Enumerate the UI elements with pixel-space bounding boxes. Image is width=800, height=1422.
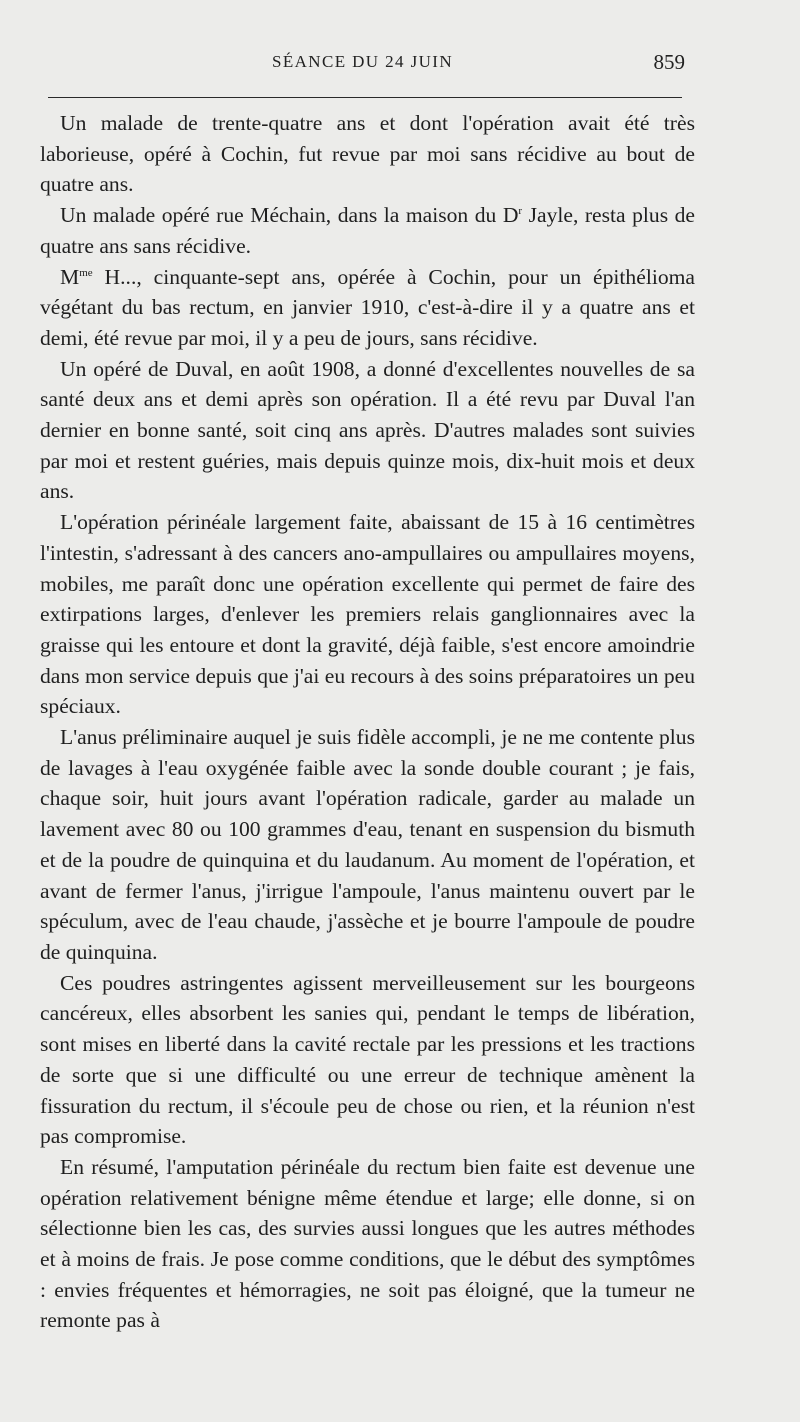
paragraph-4: Un opéré de Duval, en août 1908, a donné d'excellentes nouvelles de sa santé deux ans et demi après son opération. Il a été revu par Duval l'an dernier en bonne santé, soit cinq ans après. D'autres malades sont suivies par moi et restent guéries, mais depuis quinze mois, dix-huit mois et deux ans. xyxy=(40,356,695,504)
page-header xyxy=(40,52,685,80)
paragraph-3-after: H..., cinquante-sept ans, opérée à Cochin, pour un épithélioma végétant du bas rectum, en janvier 1910, c'est-à-dire il y a quatre ans et demi, été revue par moi, il y a peu de jours, sans récidive. xyxy=(40,264,695,350)
paragraph-1: Un malade de trente-quatre ans et dont l'opération avait été très laborieuse, opéré à Cochin, fut revue par moi sans récidive au bout de quatre ans. xyxy=(40,111,695,197)
paragraph-3-before: M xyxy=(60,264,80,289)
paragraph-2 xyxy=(40,200,695,261)
page-number: 859 xyxy=(653,50,685,74)
superscript-madame: me xyxy=(79,266,93,279)
superscript-doctor: r xyxy=(518,205,523,218)
paragraph-8: En résumé, l'amputation périnéale du rectum bien faite est devenue une opération relativement bénigne même étendue et large; elle donne, si on sélectionne bien les cas, des survies aussi longues que les autres méthodes et à moins de frais. Je pose comme conditions, que le début des symptômes : envies fréquentes et hémorragies, ne soit pas éloigné, que la tumeur ne remonte pas à xyxy=(40,1154,695,1333)
paragraph-5: L'opération périnéale largement faite, abaissant de 15 à 16 centimètres l'intestin, s'adressant à des cancers ano-ampullaires ou ampullaires moyens, mobiles, me paraît donc une opération excellente qui permet de faire des extirpations larges, d'enlever les premiers relais ganglionnaires avec la graisse qui les entoure et dont la gravité, déjà faible, s'est encore amoindrie dans mon service depuis que j'ai eu recours à des soins préparatoires un peu spéciaux. xyxy=(40,510,695,719)
paragraph-2-after: Jayle, resta plus de quatre ans sans récidive. xyxy=(40,203,695,258)
header-rule xyxy=(48,97,682,98)
paragraph-3 xyxy=(40,262,695,354)
paragraph-7: Ces poudres astringentes agissent merveilleusement sur les bourgeons cancéreux, elles absorbent les sanies qui, pendant le temps de libération, sont mises en liberté dans la cavité rectale par les pressions et les tractions de sorte que si une difficulté ou une erreur de technique amènent la fissuration du rectum, il s'écoule peu de chose ou rien, et la réunion n'est pas compromise. xyxy=(40,970,695,1149)
running-title: SÉANCE DU 24 JUIN xyxy=(271,52,454,71)
paragraph-6: L'anus préliminaire auquel je suis fidèle accompli, je ne me contente plus de lavages à l'eau oxygénée faible avec la sonde double courant ; je fais, chaque soir, huit jours avant l'opération radicale, garder au malade un lavement avec 80 ou 100 grammes d'eau, tenant en suspension du bismuth et de la poudre de quinquina et du laudanum. Au moment de l'opération, et avant de fermer l'anus, j'irrigue l'ampoule, l'anus maintenu ouvert par le spéculum, avec de l'eau chaude, j'assèche et je bourre l'ampoule de poudre de quinquina. xyxy=(40,725,695,964)
body-text xyxy=(40,108,695,1336)
paragraph-2-before: Un malade opéré rue Méchain, dans la maison du D xyxy=(60,203,519,228)
